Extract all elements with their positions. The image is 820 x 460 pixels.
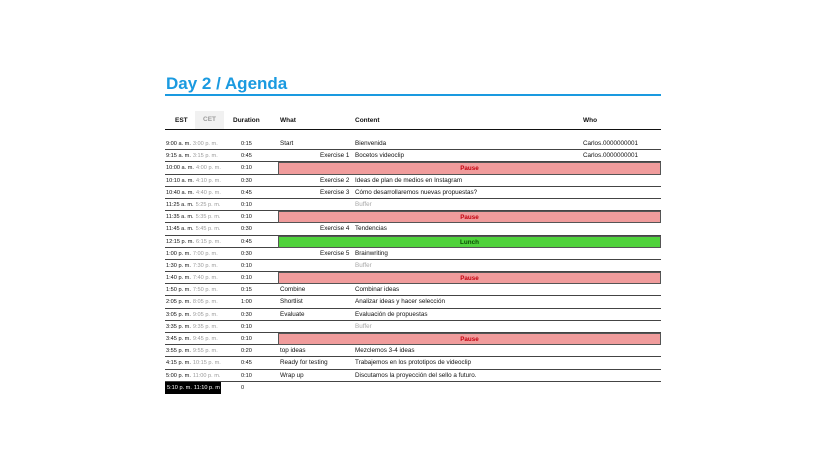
time-cet-value: 4:10 p. m. xyxy=(196,177,221,184)
agenda-row xyxy=(278,138,661,150)
time-row xyxy=(165,296,280,308)
time-est xyxy=(166,187,221,199)
time-cet-value: 11:10 p. m xyxy=(193,384,220,391)
time-duration-value: 1:00 xyxy=(241,299,252,306)
agenda-content: Brainwriting xyxy=(355,249,388,257)
time-est-value: 12:15 p. m. xyxy=(166,238,194,245)
agenda-what: Shortlist xyxy=(280,298,303,306)
agenda-table-header xyxy=(278,111,661,130)
pause-row xyxy=(278,333,661,345)
time-est xyxy=(166,357,221,369)
time-duration-value: 0:15 xyxy=(241,141,252,147)
time-duration-value: 0:10 xyxy=(241,336,252,342)
buffer-row xyxy=(278,260,661,272)
header-content: Content xyxy=(355,117,380,124)
agenda-content: Trabajemos en los prototipos de videoclip xyxy=(355,359,471,367)
pause-row xyxy=(278,162,661,174)
time-row xyxy=(165,236,280,248)
time-est-value: 5:10 p. m. xyxy=(167,384,192,391)
buffer-row xyxy=(278,199,661,211)
time-est xyxy=(166,211,220,223)
time-row xyxy=(165,248,280,260)
time-cet-value: 3:15 p. m. xyxy=(192,153,218,160)
agenda-row xyxy=(278,357,661,369)
time-est-value: 10:00 a. m. xyxy=(166,165,194,172)
time-table-header xyxy=(165,111,280,130)
agenda-row xyxy=(278,187,661,199)
time-est-value: 2:05 p. m. xyxy=(166,299,191,306)
time-cet-value: 5:45 p. m. xyxy=(195,226,221,233)
time-est-value: 5:00 p. m. xyxy=(166,372,191,379)
agenda-content: Tendencias xyxy=(355,225,387,233)
time-duration-value: 0:15 xyxy=(241,287,252,294)
title-underline xyxy=(165,94,661,96)
time-duration-value: 0 xyxy=(241,384,245,391)
time-est xyxy=(166,296,218,308)
time-est xyxy=(166,248,218,260)
time-row xyxy=(165,187,280,199)
time-duration-value: 0:45 xyxy=(241,189,252,196)
time-cet-value: 9:55 p. m. xyxy=(192,348,218,355)
time-est xyxy=(165,382,221,394)
pause-label: Pause xyxy=(460,165,479,173)
time-cet-value: 7:00 p. m. xyxy=(192,250,218,257)
time-duration-value: 0:30 xyxy=(241,177,252,184)
agenda-who: Carlos.0000000001 xyxy=(583,140,638,147)
header-what: What xyxy=(280,117,296,124)
time-row xyxy=(165,345,280,357)
time-duration-value: 0:45 xyxy=(241,153,252,160)
time-duration-value: 0:30 xyxy=(241,250,252,257)
agenda-exercise: Exercise 2 xyxy=(320,176,350,184)
pause-label: Pause xyxy=(460,275,479,283)
time-est-value: 11:25 a. m. xyxy=(166,201,194,208)
time-est-value: 9:15 a. m. xyxy=(166,153,191,160)
time-row xyxy=(165,382,280,394)
time-cet-value: 5:35 p. m. xyxy=(195,214,221,221)
time-est xyxy=(166,284,218,296)
pause-row xyxy=(278,211,661,223)
agenda-row xyxy=(278,248,661,260)
agenda-content: Mezclemos 3-4 ideas xyxy=(355,347,415,355)
time-cet-value: 3:00 p. m. xyxy=(192,141,218,147)
time-cet-value: 8:05 p. m. xyxy=(192,299,218,306)
time-est-value: 11:35 a. m. xyxy=(166,214,194,221)
header-duration: Duration xyxy=(233,117,260,124)
agenda-exercise: Exercise 4 xyxy=(320,225,350,233)
time-duration-value: 0:10 xyxy=(241,262,252,269)
time-est-value: 1:00 p. m. xyxy=(166,250,191,257)
agenda-row xyxy=(278,150,661,162)
agenda-content: Cómo desarrollaremos nuevas propuestas? xyxy=(355,188,478,196)
time-row xyxy=(165,162,280,174)
pause-row xyxy=(278,272,661,284)
agenda-what: top ideas xyxy=(280,347,306,355)
lunch-row xyxy=(278,236,661,248)
agenda-row xyxy=(278,370,661,382)
time-est xyxy=(166,175,221,187)
time-row xyxy=(165,333,280,345)
time-duration-value: 0:10 xyxy=(241,323,252,330)
time-est-value: 1:50 p. m. xyxy=(166,287,191,294)
agenda-content: Bienvenida xyxy=(355,140,387,147)
time-duration-value: 0:30 xyxy=(241,226,252,233)
time-est-value: 10:10 a. m. xyxy=(166,177,194,184)
time-est xyxy=(166,260,218,272)
time-duration-value: 0:10 xyxy=(241,165,252,172)
time-cet-value: 7:40 p. m. xyxy=(192,275,218,282)
time-row xyxy=(165,175,280,187)
pause-label: Pause xyxy=(460,214,479,222)
agenda-row xyxy=(278,223,661,235)
agenda-content: Combinar ideas xyxy=(355,286,400,294)
time-est-value: 10:40 a. m. xyxy=(166,189,194,196)
time-cet-value: 9:05 p. m. xyxy=(192,311,218,318)
empty-row xyxy=(278,382,661,394)
header-est: EST xyxy=(175,117,188,124)
agenda-what: Combine xyxy=(280,286,306,294)
time-cet-value: 9:35 p. m. xyxy=(192,323,218,330)
time-row xyxy=(165,223,280,235)
agenda-row xyxy=(278,345,661,357)
time-row xyxy=(165,357,280,369)
time-row xyxy=(165,199,280,211)
agenda-content: Ideas de plan de medios en Instagram xyxy=(355,176,463,184)
agenda-content: Evaluación de propuestas xyxy=(355,310,428,318)
time-cet-value: 10:15 p. m. xyxy=(192,360,221,367)
time-est xyxy=(166,150,218,162)
time-row xyxy=(165,321,280,333)
time-est xyxy=(166,309,218,321)
time-est-value: 3:55 p. m. xyxy=(166,348,191,355)
time-row xyxy=(165,260,280,272)
time-cet-value: 6:15 p. m. xyxy=(196,238,221,245)
time-est-value: 3:45 p. m. xyxy=(166,336,191,342)
time-row xyxy=(165,284,280,296)
time-est-value: 3:35 p. m. xyxy=(166,323,191,330)
agenda-row xyxy=(278,309,661,321)
time-row xyxy=(165,370,280,382)
buffer-row xyxy=(278,321,661,333)
header-cet: CET xyxy=(195,111,224,129)
agenda-what: Start xyxy=(280,140,294,147)
time-duration-value: 0:10 xyxy=(241,201,252,208)
agenda-table xyxy=(278,111,661,379)
time-duration-value: 0:45 xyxy=(241,238,252,245)
time-table-body xyxy=(165,138,280,394)
time-est-value: 9:00 a. m. xyxy=(166,141,191,147)
time-est-value: 3:05 p. m. xyxy=(166,311,191,318)
time-duration-value: 0:30 xyxy=(241,311,252,318)
time-est xyxy=(166,333,218,345)
buffer-label: Buffer xyxy=(355,200,372,208)
time-est xyxy=(166,236,221,248)
agenda-content: Bocetos videoclip xyxy=(355,152,405,160)
agenda-exercise: Exercise 5 xyxy=(320,249,350,257)
agenda-exercise: Exercise 1 xyxy=(320,152,350,160)
time-est-value: 1:30 p. m. xyxy=(166,262,191,269)
agenda-content: Analizar ideas y hacer selección xyxy=(355,298,445,306)
agenda-row xyxy=(278,296,661,308)
time-row xyxy=(165,211,280,223)
agenda-who: Carlos.0000000001 xyxy=(583,152,638,160)
buffer-label: Buffer xyxy=(355,261,372,269)
time-est xyxy=(166,162,221,174)
page-title: Day 2 / Agenda xyxy=(166,74,288,93)
agenda-exercise: Exercise 3 xyxy=(320,188,350,196)
time-est xyxy=(166,138,218,150)
time-row xyxy=(165,150,280,162)
time-est-value: 1:40 p. m. xyxy=(166,275,191,282)
buffer-label: Buffer xyxy=(355,322,372,330)
time-row xyxy=(165,309,280,321)
agenda-row xyxy=(278,284,661,296)
agenda-what: Wrap up xyxy=(280,371,304,379)
agenda-content: Discutamos la proyección del sello a futuro. xyxy=(355,371,477,379)
time-duration-value: 0:10 xyxy=(241,372,252,379)
agenda-what: Evaluate xyxy=(280,310,305,318)
agenda-row xyxy=(278,175,661,187)
time-cet-value: 5:25 p. m. xyxy=(195,201,221,208)
time-cet-value: 11:00 p. m. xyxy=(192,372,221,379)
time-est xyxy=(166,321,218,333)
lunch-label: Lunch xyxy=(460,238,479,246)
time-row xyxy=(165,272,280,284)
time-duration-value: 0:45 xyxy=(241,360,252,367)
time-duration-value: 0:20 xyxy=(241,348,252,355)
time-table xyxy=(165,111,280,391)
time-cet-value: 4:00 p. m. xyxy=(196,165,221,172)
time-est xyxy=(166,370,220,382)
agenda-table-body xyxy=(278,138,661,394)
header-who: Who xyxy=(583,117,598,124)
time-cet-value: 7:30 p. m. xyxy=(192,262,218,269)
time-est xyxy=(166,345,218,357)
time-est xyxy=(166,272,218,284)
time-est-value: 4:15 p. m. xyxy=(166,360,191,367)
time-cet-value: 9:45 p. m. xyxy=(192,336,218,342)
time-est-value: 11:45 a. m. xyxy=(166,226,194,233)
time-est xyxy=(166,223,220,235)
time-duration-value: 0:10 xyxy=(241,214,252,221)
time-duration-value: 0:10 xyxy=(241,275,252,282)
time-row xyxy=(165,138,280,150)
agenda-what: Ready for testing xyxy=(280,359,328,367)
pause-label: Pause xyxy=(460,336,479,343)
time-cet-value: 7:50 p. m. xyxy=(192,287,218,294)
time-cet-value: 4:40 p. m. xyxy=(196,189,221,196)
time-est xyxy=(166,199,220,211)
